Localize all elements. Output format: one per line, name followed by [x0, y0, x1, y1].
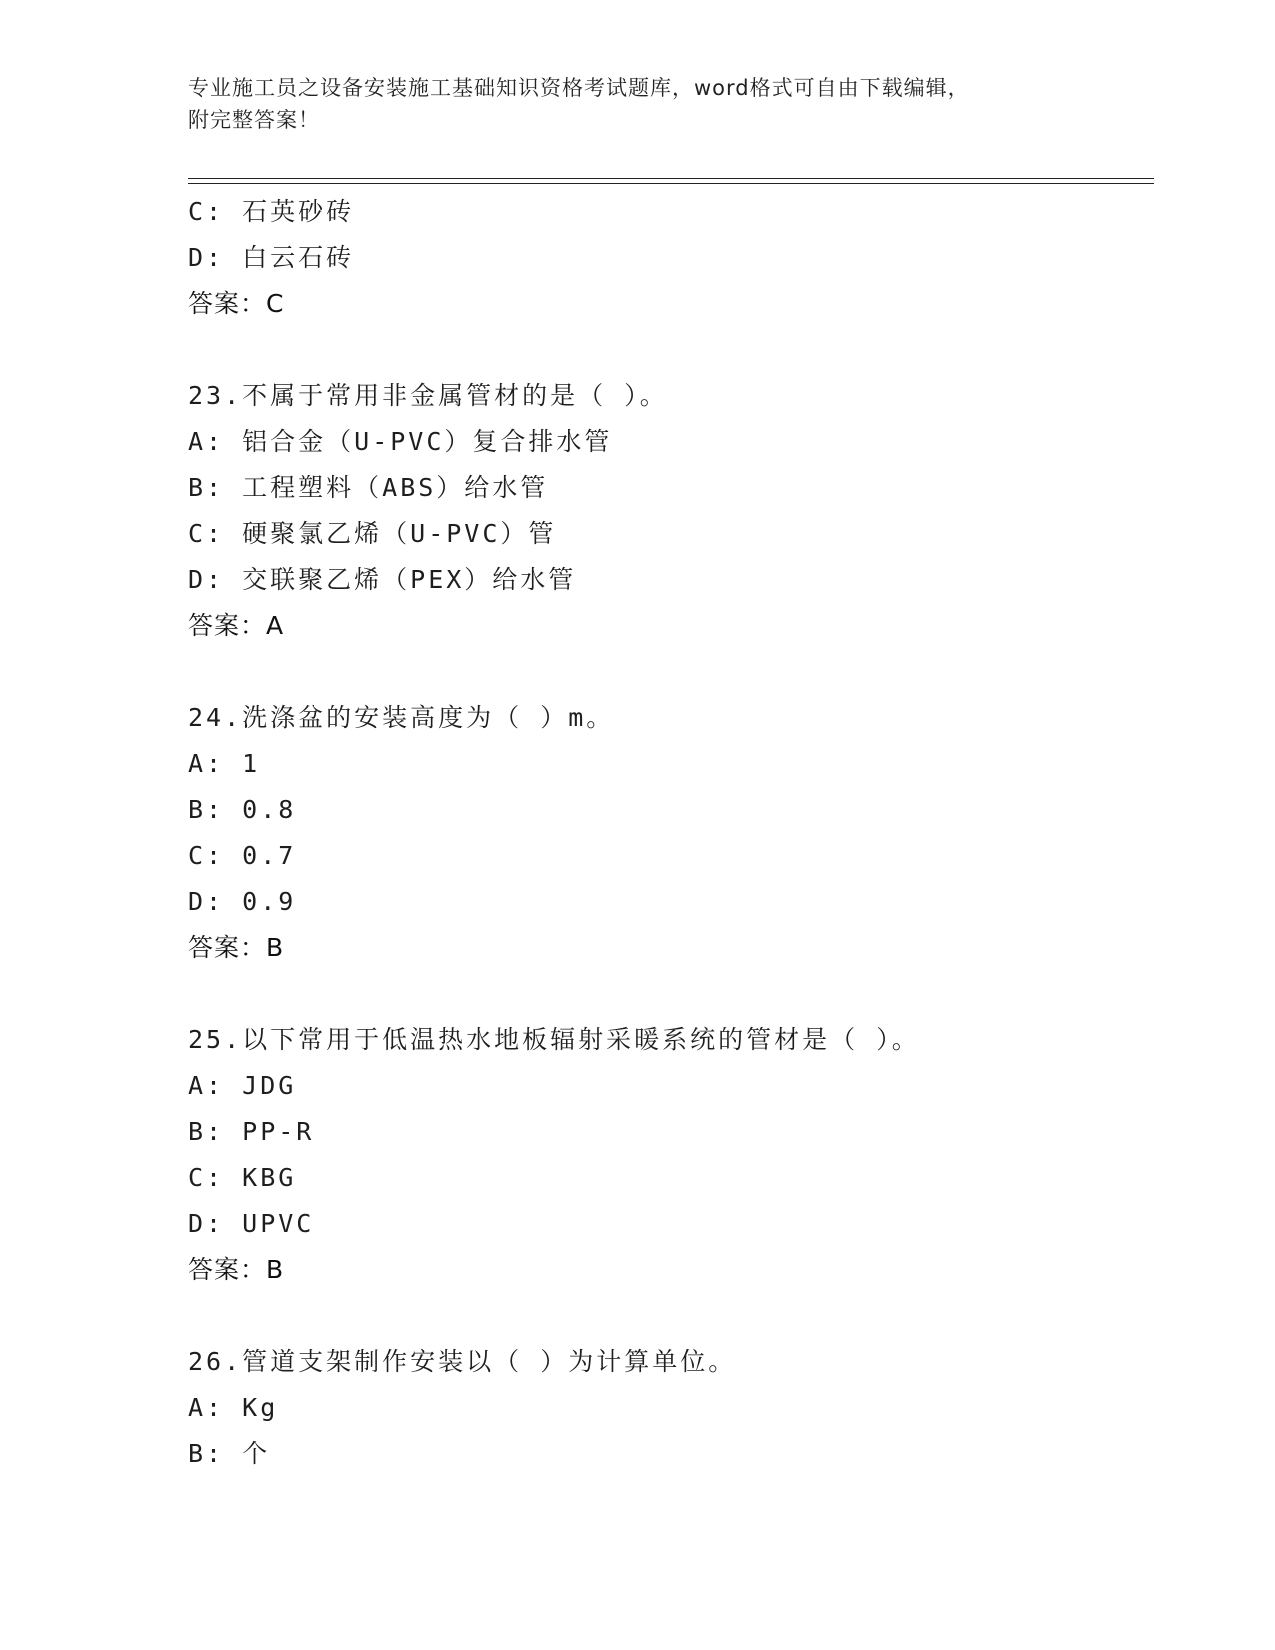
question-block-22 [188, 189, 1154, 327]
question-block-26 [188, 1339, 1154, 1477]
question-stem: 26.管道支架制作安装以（ ）为计算单位。 [188, 1347, 737, 1376]
header-divider-bottom [188, 183, 1154, 184]
option-c: C: 0.7 [188, 841, 297, 870]
document-header [188, 72, 1088, 136]
answer-line: 答案：B [188, 1255, 285, 1284]
option-d: D: 交联聚乙烯（PEX）给水管 [188, 565, 577, 594]
header-line-2: 附完整答案！ [188, 108, 320, 132]
question-list [188, 189, 1154, 1477]
option-d: D: 0.9 [188, 887, 297, 916]
option-b: B: PP-R [188, 1117, 315, 1146]
option-c: C: KBG [188, 1163, 297, 1192]
header-line-1: 专业施工员之设备安装施工基础知识资格考试题库，word格式可自由下载编辑， [188, 76, 970, 100]
answer-line: 答案：C [188, 289, 285, 318]
option-a: A: JDG [188, 1071, 297, 1100]
question-block-25 [188, 1017, 1154, 1293]
option-b: B: 0.8 [188, 795, 297, 824]
spacer [188, 327, 1154, 373]
option-a: A: Kg [188, 1393, 279, 1422]
option-b: B: 工程塑料（ABS）给水管 [188, 473, 549, 502]
option-c: C: 硬聚氯乙烯（U-PVC）管 [188, 519, 557, 548]
spacer [188, 1293, 1154, 1339]
question-block-24 [188, 695, 1154, 971]
spacer [188, 971, 1154, 1017]
question-stem: 25.以下常用于低温热水地板辐射采暖系统的管材是（ ）。 [188, 1025, 920, 1054]
option-d: D: 白云石砖 [188, 243, 355, 272]
option-a: A: 1 [188, 749, 261, 778]
header-divider-top [188, 178, 1154, 179]
question-stem: 23.不属于常用非金属管材的是（ ）。 [188, 381, 668, 410]
answer-line: 答案：A [188, 611, 285, 640]
option-a: A: 铝合金（U-PVC）复合排水管 [188, 427, 613, 456]
option-d: D: UPVC [188, 1209, 315, 1238]
question-block-23 [188, 373, 1154, 649]
option-b: B: 个 [188, 1439, 271, 1468]
spacer [188, 649, 1154, 695]
answer-line: 答案：B [188, 933, 285, 962]
question-stem: 24.洗涤盆的安装高度为（ ）m。 [188, 703, 615, 732]
option-c: C: 石英砂砖 [188, 197, 355, 226]
